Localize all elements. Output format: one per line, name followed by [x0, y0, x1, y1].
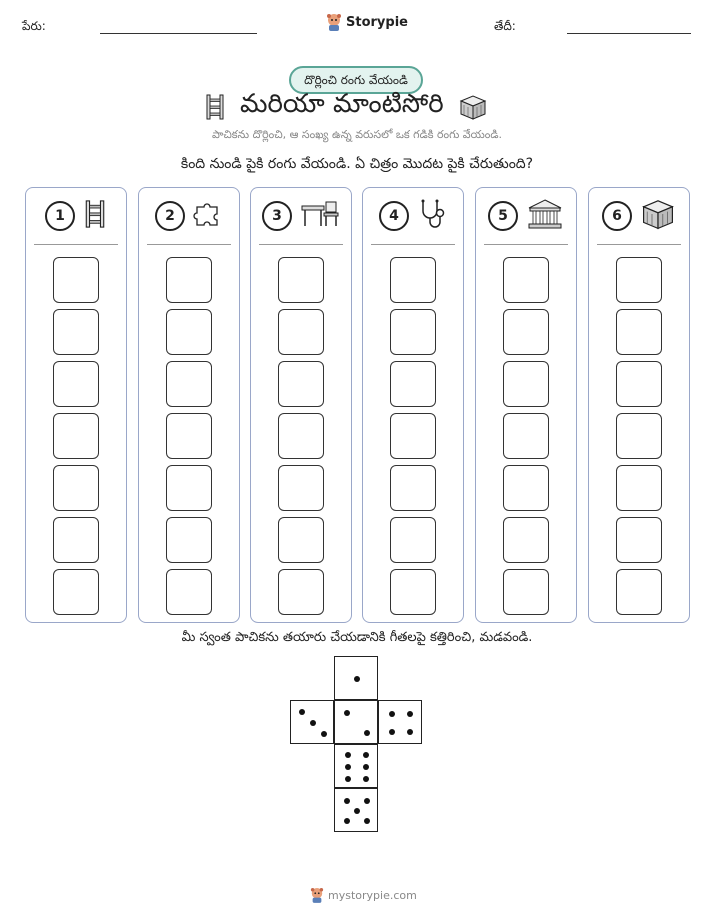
- color-box[interactable]: [166, 569, 212, 615]
- die-face-2: [334, 700, 378, 744]
- color-box[interactable]: [166, 257, 212, 303]
- color-box[interactable]: [53, 413, 99, 459]
- color-box[interactable]: [53, 517, 99, 563]
- die-pip: [345, 764, 351, 770]
- title-text: మరియా మాంటిసోరి: [240, 89, 444, 119]
- die-pip: [407, 729, 413, 735]
- ladder-icon: [83, 198, 107, 234]
- color-box[interactable]: [53, 361, 99, 407]
- die-pip: [363, 776, 369, 782]
- die-pip: [344, 710, 350, 716]
- die-pip: [364, 798, 370, 804]
- footer-url[interactable]: mystorypie.com: [328, 888, 417, 902]
- die-face-1: [334, 656, 378, 700]
- column-3: [250, 187, 352, 623]
- column-header: [589, 188, 689, 244]
- color-box[interactable]: [390, 257, 436, 303]
- column-4: [362, 187, 464, 623]
- school-desk-icon: [300, 198, 340, 234]
- die-pip: [354, 676, 360, 682]
- die-pip: [310, 720, 316, 726]
- die-pip: [321, 731, 327, 737]
- column-divider: [34, 244, 118, 245]
- color-box[interactable]: [278, 257, 324, 303]
- die-pip: [389, 711, 395, 717]
- name-label: పేరు:: [22, 19, 46, 33]
- die-pip: [344, 818, 350, 824]
- column-header: [251, 188, 351, 244]
- color-box[interactable]: [616, 465, 662, 511]
- color-box[interactable]: [390, 309, 436, 355]
- page-title: [204, 90, 514, 124]
- die-pip: [407, 711, 413, 717]
- activity-tag: దొర్లించి రంగు వేయండి: [289, 66, 423, 94]
- die-pip: [363, 764, 369, 770]
- color-box[interactable]: [503, 569, 549, 615]
- date-label: తేదీ:: [494, 19, 516, 33]
- column-5: [475, 187, 577, 623]
- date-line[interactable]: [567, 33, 691, 34]
- column-number: 2: [155, 201, 185, 231]
- stethoscope-icon: [417, 198, 447, 234]
- color-box[interactable]: [53, 309, 99, 355]
- color-box[interactable]: [616, 309, 662, 355]
- color-box[interactable]: [390, 569, 436, 615]
- footer: [310, 887, 417, 903]
- column-divider: [259, 244, 343, 245]
- color-box[interactable]: [53, 569, 99, 615]
- color-box[interactable]: [278, 361, 324, 407]
- column-number: 4: [379, 201, 409, 231]
- column-number: 5: [488, 201, 518, 231]
- column-6: [588, 187, 690, 623]
- color-box[interactable]: [503, 361, 549, 407]
- color-box[interactable]: [166, 517, 212, 563]
- color-box[interactable]: [390, 361, 436, 407]
- die-pip: [345, 776, 351, 782]
- color-box[interactable]: [390, 413, 436, 459]
- instruction: కింది నుండి పైకి రంగు వేయండి. ఏ చిత్రం మొదట పైకి చేరుతుంది?: [180, 156, 534, 172]
- color-box[interactable]: [503, 413, 549, 459]
- color-box[interactable]: [616, 413, 662, 459]
- column-2: [138, 187, 240, 623]
- mascot-icon: [310, 887, 324, 903]
- column-divider: [371, 244, 455, 245]
- wooden-block-icon: [458, 93, 488, 121]
- column-number: 3: [262, 201, 292, 231]
- column-1: [25, 187, 127, 623]
- column-header: [26, 188, 126, 244]
- subtitle: పాచికను దొర్లించి, ఆ సంఖ్య ఉన్న వరుసలో ఒక గడికి రంగు వేయండి.: [212, 128, 502, 141]
- name-line[interactable]: [100, 33, 257, 34]
- color-box[interactable]: [503, 257, 549, 303]
- column-divider: [147, 244, 231, 245]
- puzzle-piece-icon: [193, 199, 223, 233]
- color-box[interactable]: [616, 257, 662, 303]
- die-pip: [363, 752, 369, 758]
- die-pip: [389, 729, 395, 735]
- die-pip: [344, 798, 350, 804]
- die-pip: [364, 818, 370, 824]
- color-box[interactable]: [278, 465, 324, 511]
- wooden-block-icon: [640, 197, 676, 235]
- brand-logo: [326, 13, 408, 31]
- column-header: [476, 188, 576, 244]
- color-box[interactable]: [390, 465, 436, 511]
- color-box[interactable]: [503, 309, 549, 355]
- die-face-3: [290, 700, 334, 744]
- color-box[interactable]: [166, 361, 212, 407]
- column-header: [139, 188, 239, 244]
- mascot-icon: [326, 13, 342, 31]
- color-box[interactable]: [616, 517, 662, 563]
- die-face-6: [334, 744, 378, 788]
- color-box[interactable]: [278, 309, 324, 355]
- color-box[interactable]: [616, 361, 662, 407]
- color-box[interactable]: [278, 517, 324, 563]
- column-number: 1: [45, 201, 75, 231]
- ladder-icon: [204, 94, 226, 120]
- column-divider: [484, 244, 568, 245]
- color-box[interactable]: [503, 517, 549, 563]
- color-box[interactable]: [278, 569, 324, 615]
- color-box[interactable]: [616, 569, 662, 615]
- color-box[interactable]: [390, 517, 436, 563]
- die-pip: [299, 709, 305, 715]
- museum-building-icon: [526, 198, 564, 234]
- cut-instruction: మీ స్వంత పాచికను తయారు చేయడానికి గీతలపై కత్తిరించి, మడవండి.: [181, 630, 533, 645]
- brand-name: Storypie: [346, 14, 408, 30]
- color-box[interactable]: [53, 465, 99, 511]
- color-box[interactable]: [166, 413, 212, 459]
- column-number: 6: [602, 201, 632, 231]
- die-pip: [354, 808, 360, 814]
- color-box[interactable]: [166, 309, 212, 355]
- die-face-5: [334, 788, 378, 832]
- die-pip: [345, 752, 351, 758]
- color-box[interactable]: [166, 465, 212, 511]
- column-divider: [597, 244, 681, 245]
- color-box[interactable]: [278, 413, 324, 459]
- die-pip: [364, 730, 370, 736]
- die-net: [290, 656, 424, 836]
- column-header: [363, 188, 463, 244]
- die-face-4: [378, 700, 422, 744]
- color-box[interactable]: [503, 465, 549, 511]
- color-box[interactable]: [53, 257, 99, 303]
